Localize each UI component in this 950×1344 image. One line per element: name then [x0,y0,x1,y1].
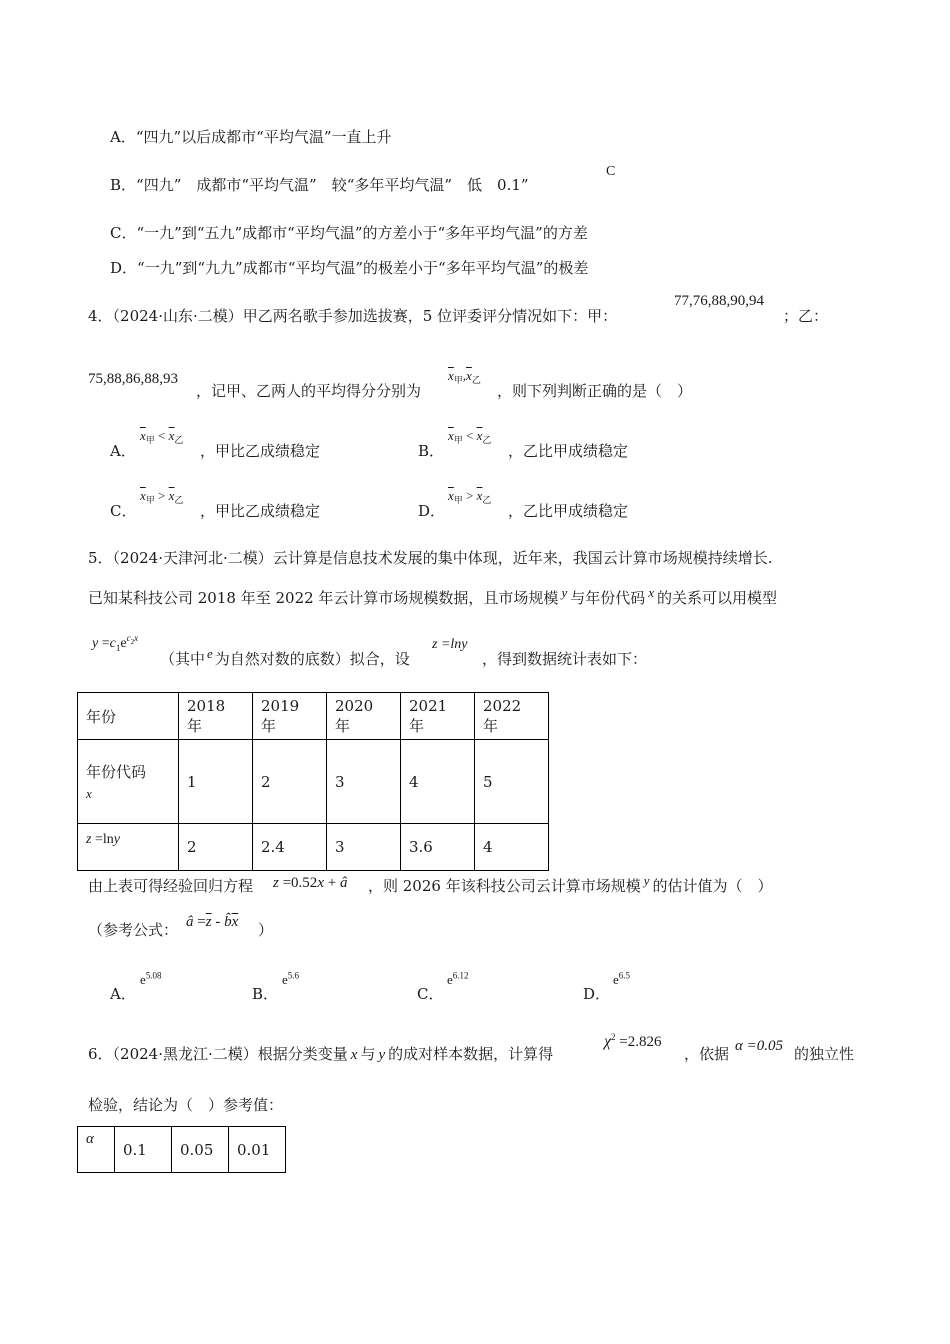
table-cell: 2 [179,824,253,871]
table-cell: 2019 年 [253,693,327,740]
q4-option-a-text: ，甲比乙成绩稳定 [200,442,321,460]
q4-option-a-math: $\overline{x}_甲 < \overline{x}_乙$ [140,428,184,445]
table-cell: 年份 [78,693,179,740]
q4-jia-scores: 77,76,88,90,94 [674,293,764,309]
q3-option-d[interactable] [110,259,588,277]
q5-stem-line1 [88,549,773,567]
q5-z-definition: z =lny [432,637,468,652]
q5-stem4-rest: ，则 2026 年该科技公司云计算市场规模 y 的估计值为（ ） [368,873,773,895]
table-cell: 2022 年 [475,693,549,740]
table-cell: 4 [401,740,475,824]
q3-option-a[interactable] [110,128,392,146]
table-cell: 0.01 [229,1127,286,1173]
q4-option-a-letter[interactable]: A． [110,442,136,460]
q5-stem3c: ，得到数据统计表如下： [482,650,648,668]
q4-option-b-math: $\overline{x}_甲 < \overline{x}_乙$ [448,428,492,445]
q6-table-row [78,1127,286,1173]
q6-stem1c: ，依据 [684,1045,730,1063]
q5-table-row-z [78,824,549,871]
table-cell: 2 [253,740,327,824]
table-cell: 0.05 [172,1127,229,1173]
table-cell: 2020 年 [327,693,401,740]
q5-data-table [77,692,549,871]
q4-option-c-letter[interactable]: C． [110,502,137,520]
q5-regression-eq: z =0.52x + â [273,875,348,891]
q4-stem1: 甲乙两名歌手参加选拔赛，5 位评委评分情况如下：甲： [242,307,618,325]
q4-option-c-math: $\overline{x}_甲 > \overline{x}_乙$ [140,488,184,505]
q5-formula-close: ） [258,921,274,939]
q6-stem-line1a: 6．（2024·黑龙江·二模）根据分类变量 x 与 y 的成对样本数据，计算得 [88,1045,554,1063]
q3-option-a-text: “四九”以后成都市“平均气温”一直上升 [135,128,392,146]
q5-number: 5． [88,549,113,567]
table-cell: 0.1 [115,1127,172,1173]
q3-option-b[interactable] [110,176,529,194]
q5-formula-label: （参考公式： [88,921,179,939]
q4-mean-symbols: $\overline{x}_甲,\overline{x}_乙$ [448,368,481,385]
q4-option-d-math: $\overline{x}_甲 > \overline{x}_乙$ [448,488,492,505]
q5-stem-line3: （其中 e 为自然对数的底数）拟合，设 [160,646,410,668]
q5-stem-line2: 已知某科技公司 2018 年至 2022 年云计算市场规模数据，且市场规模 y 与年份代码 x 的关系可以用模型 [88,585,778,607]
table-cell: 3 [327,740,401,824]
q3-option-b-text: “四九” 成都市“平均气温” 较“多年平均气温” 低 0.1” [136,176,529,194]
q6-stem1d: 的独立性 [794,1045,855,1063]
q3-option-c-text: “一九”到“五九”成都市“平均气温”的方差小于“多年平均气温”的方差 [136,224,588,242]
q3-option-d-letter: D． [110,259,138,277]
table-cell: 3.6 [401,824,475,871]
q5-option-c-value: $e^{6.12}$ [447,970,469,987]
q6-source: （2024·黑龙江·二模） [112,1045,258,1063]
table-cell: 年份代码 x [78,740,179,824]
table-cell: 5 [475,740,549,824]
q4-option-b-letter[interactable]: B． [418,442,445,460]
q3-option-a-letter: A． [110,128,136,146]
q5-option-d-letter[interactable]: D． [583,985,611,1003]
q5-stem1: 云计算是信息技术发展的集中体现，近年来，我国云计算市场规模持续增长. [272,549,773,567]
q5-option-b-value: $e^{5.6}$ [282,970,300,987]
table-cell: z =lny [78,824,179,871]
q4-stem2b: ，则下列判断正确的是（ ） [497,382,693,400]
q4-yi-scores: 75,88,86,88,93 [88,371,178,387]
q4-option-b-text: ，乙比甲成绩稳定 [508,442,629,460]
q5-option-a-letter[interactable]: A． [110,985,136,1003]
table-cell: 2018 年 [179,693,253,740]
table-cell: 4 [475,824,549,871]
q6-reference-table [77,1126,286,1173]
q5-option-a-value: $e^{5.08}$ [140,970,162,987]
q5-table-row-code [78,740,549,824]
q5-reference-formula: â $=\overline{z}$ - $b̂\overline{x}$ [186,914,239,930]
q4-option-d-text: ，乙比甲成绩稳定 [508,502,629,520]
q6-number: 6． [88,1045,113,1063]
q5-option-d-value: $e^{6.5}$ [613,970,631,987]
q4-stem2a: ，记甲、乙两人的平均得分分别为 [196,382,422,400]
q6-chi-square: $\chi^2 =2.826$ [604,1032,662,1050]
table-cell: 2021 年 [401,693,475,740]
q5-source: （2024·天津河北·二模） [112,549,273,567]
q3-option-b-letter: B． [110,176,137,194]
q3-option-c[interactable] [110,224,588,242]
q3-option-d-text: “一九”到“九九”成都市“平均气温”的极差小于“多年平均气温”的极差 [137,259,589,277]
q5-table-header-row [78,693,549,740]
q6-alpha-expr: α =0.05 [735,1038,783,1054]
q5-option-c-letter[interactable]: C． [417,985,444,1003]
q4-number: 4． [88,307,113,325]
table-cell: α [78,1127,115,1173]
q4-option-d-letter[interactable]: D． [418,502,446,520]
table-cell: 3 [327,824,401,871]
q5-option-b-letter[interactable]: B． [252,985,279,1003]
table-cell: 1 [179,740,253,824]
table-cell: 2.4 [253,824,327,871]
q5-model-formula: $y =c_1e^{c_2x}$ [92,633,139,653]
q4-option-c-text: ，甲比乙成绩稳定 [200,502,321,520]
q3-option-b-tail: C [606,164,616,179]
q4-stem-line1 [88,307,617,325]
q4-source: （2024·山东·二模） [112,307,243,325]
q5-stem4a: 由上表可得经验回归方程 [88,877,254,895]
q6-stem-line2: 检验，结论为（ ）参考值： [88,1096,284,1114]
q4-separator: ；乙： [783,307,829,325]
q3-option-c-letter: C． [110,224,137,242]
